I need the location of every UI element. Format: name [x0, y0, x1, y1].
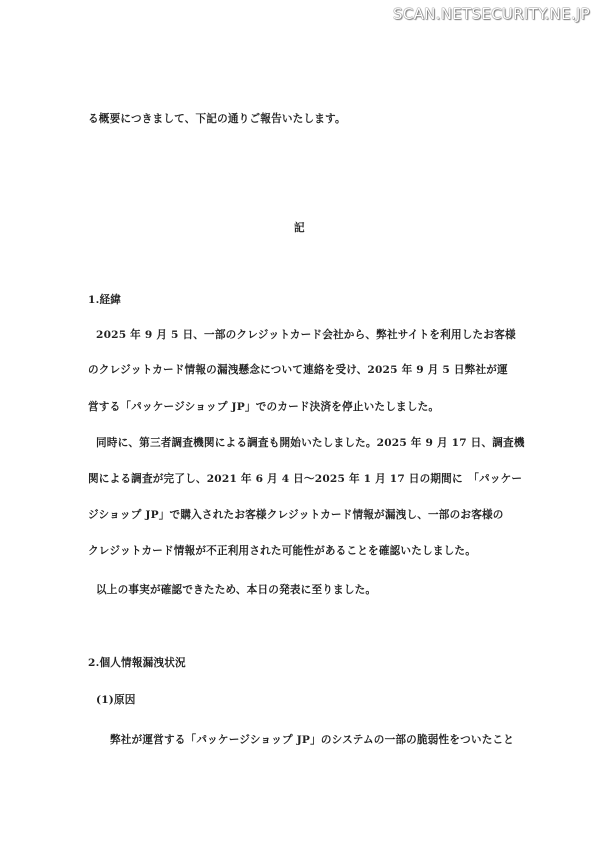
intro-text: る概要につきまして、下記の通りご報告いたします。: [88, 113, 346, 125]
ki-heading: 記: [294, 222, 305, 234]
section1-line: 以上の事実が確認できたため、本日の発表に至りました。: [96, 584, 377, 596]
section2-subheading: (1)原因: [96, 694, 136, 706]
section1-line: クレジットカード情報が不正利用された可能性があることを確認いたしました。: [88, 545, 476, 557]
section1-line: のクレジットカード情報の漏洩懸念について連絡を受け、2025 年 9 月 5 日弊社が運: [88, 364, 508, 376]
section1-line: 同時に、第三者調査機関による調査も開始いたしました。2025 年 9 月 17 日、調査機: [96, 437, 525, 449]
section1-heading: 1.経緯: [88, 294, 122, 306]
section1-line: 2025 年 9 月 5 日、一部のクレジットカード会社から、弊社サイトを利用したお客様: [96, 329, 516, 341]
section1-line: 関による調査が完了し、2021 年 6 月 4 日～2025 年 1 月 17 日の期間に 「パッケー: [88, 473, 523, 485]
section2-line: 弊社が運営する「パッケージショップ JP」のシステムの一部の脆弱性をついたこと: [110, 734, 515, 746]
section1-line: ジショップ JP」で購入されたお客様クレジットカード情報が漏洩し、一部のお客様の: [88, 509, 504, 521]
section1-line: 営する「パッケージショップ JP」でのカード決済を停止いたしました。: [88, 401, 440, 413]
watermark: SCAN.NETSECURITY.NE.JP: [393, 5, 590, 23]
section2-heading: 2.個人情報漏洩状況: [88, 657, 186, 669]
